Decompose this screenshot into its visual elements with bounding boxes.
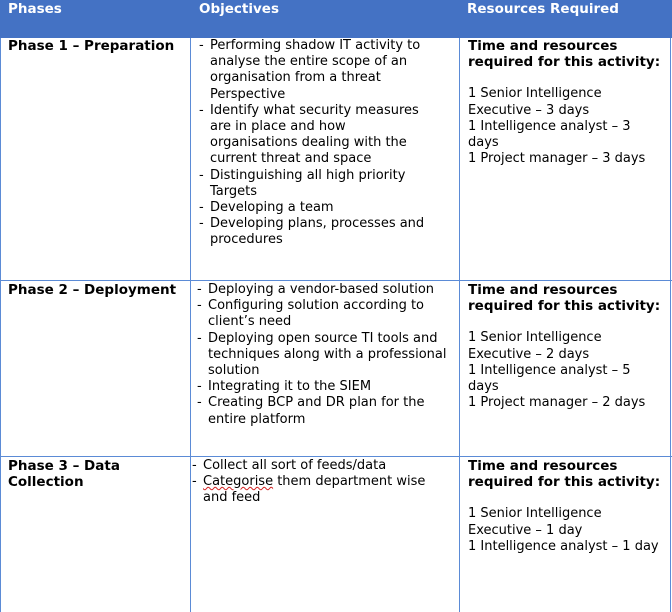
list-item: - Deploying a vendor-based solution <box>197 282 455 298</box>
row-divider-1 <box>0 280 672 281</box>
resource-line: 1 Project manager – 3 days <box>468 151 646 167</box>
resource-line: 1 Senior Intelligence Executive – 3 days <box>468 86 602 118</box>
list-item <box>192 474 442 506</box>
header-phases: Phases <box>8 1 62 17</box>
list-item: - Deploying open source TI tools and techniques along with a professional solution <box>197 331 455 380</box>
table-border-left <box>0 38 1 612</box>
list-item: - Creating BCP and DR plan for the entire platform <box>197 395 455 427</box>
phase-1-resources <box>468 38 664 167</box>
resource-line: 1 Senior Intelligence Executive – 1 day <box>468 506 602 538</box>
header-resources: Resources Required <box>467 1 619 17</box>
phase-2-label: Phase 2 – Deployment <box>8 282 177 298</box>
resource-line: 1 Intelligence analyst – 5 days <box>468 362 631 395</box>
table-border-right <box>670 38 671 612</box>
list-item: - Performing shadow IT activity to analyse the entire scope of an organisation from a threat Perspective <box>199 38 435 103</box>
resource-title: Time and resources required for this activity: <box>468 458 661 491</box>
list-item: - Distinguishing all high priority Targets <box>199 168 435 200</box>
phase-1-label: Phase 1 – Preparation <box>8 38 175 54</box>
resource-line: 1 Intelligence analyst – 3 days <box>468 118 631 151</box>
list-item: - Integrating it to the SIEM <box>197 379 455 395</box>
resource-line: 1 Project manager – 2 days <box>468 395 646 411</box>
phase-2-objectives <box>197 282 455 428</box>
resource-line: 1 Senior Intelligence Executive – 2 days <box>468 330 602 362</box>
list-item: - Configuring solution according to client’s need <box>197 298 455 330</box>
resource-title: Time and resources required for this activity: <box>468 38 661 71</box>
column-divider-2 <box>459 38 460 612</box>
header-objectives: Objectives <box>199 1 279 17</box>
spellcheck-word: Categorise <box>203 474 274 490</box>
row-divider-2 <box>0 456 672 457</box>
list-item: - Collect all sort of feeds/data <box>192 458 442 474</box>
phase-3-resources <box>468 458 664 555</box>
resource-line: 1 Intelligence analyst – 1 day <box>468 538 659 554</box>
list-item: - Developing a team <box>199 200 435 216</box>
phase-3-label: Phase 3 – Data Collection <box>8 458 120 491</box>
phase-2-resources <box>468 282 664 411</box>
resource-title: Time and resources required for this activity: <box>468 282 661 315</box>
list-item-text: them department wise and feed <box>203 474 426 506</box>
phase-3-objectives <box>192 458 442 507</box>
phase-1-objectives <box>199 38 435 249</box>
column-divider-1 <box>190 38 191 612</box>
list-item: - Developing plans, processes and procedures <box>199 216 435 248</box>
list-item: - Identify what security measures are in place and how organisations dealing with the current threat and space <box>199 103 435 168</box>
